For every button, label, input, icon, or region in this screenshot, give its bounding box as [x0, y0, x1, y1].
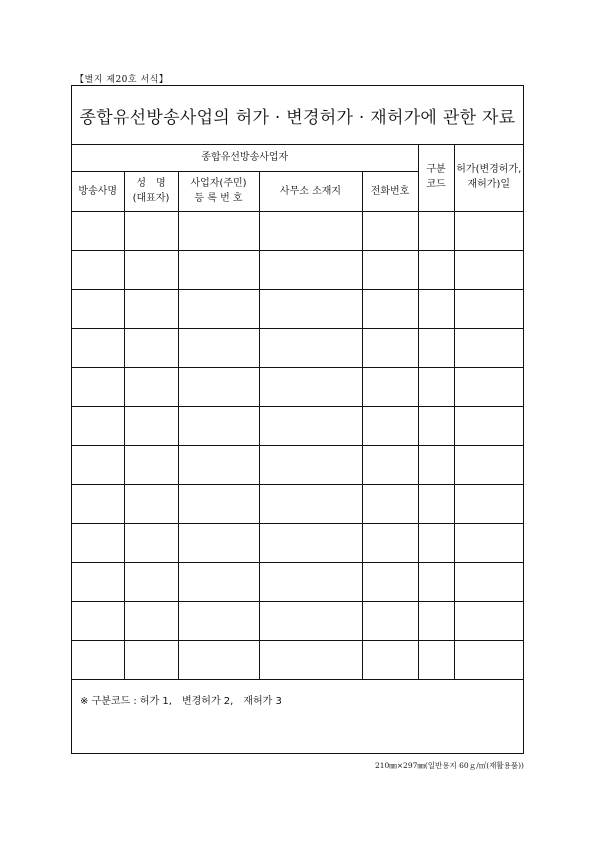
table-cell[interactable]: [454, 562, 523, 601]
table-cell[interactable]: [124, 367, 178, 406]
table-cell[interactable]: [259, 601, 362, 640]
table-cell[interactable]: [72, 211, 124, 250]
table-cell[interactable]: [124, 640, 178, 679]
table-row: [72, 484, 523, 523]
table-cell[interactable]: [178, 367, 259, 406]
table-cell[interactable]: [454, 367, 523, 406]
code-note: ※ 구분코드 : 허가 1, 변경허가 2, 재허가 3: [80, 696, 282, 707]
table-cell[interactable]: [124, 562, 178, 601]
table-cell[interactable]: [124, 484, 178, 523]
table-row: [72, 445, 523, 484]
table-cell[interactable]: [259, 328, 362, 367]
table-cell[interactable]: [124, 406, 178, 445]
table-cell[interactable]: [418, 367, 454, 406]
table-cell[interactable]: [418, 211, 454, 250]
table-cell[interactable]: [362, 406, 418, 445]
table-row: [72, 367, 523, 406]
table-cell[interactable]: [418, 484, 454, 523]
table-cell[interactable]: [178, 562, 259, 601]
table-cell[interactable]: [418, 562, 454, 601]
table-cell[interactable]: [178, 484, 259, 523]
table-cell[interactable]: [362, 445, 418, 484]
table-cell[interactable]: [72, 601, 124, 640]
table-cell[interactable]: [72, 328, 124, 367]
table-cell[interactable]: [178, 406, 259, 445]
data-table: [72, 144, 523, 724]
table-cell[interactable]: [454, 601, 523, 640]
form-title: 종합유선방송사업의 허가 · 변경허가 · 재허가에 관한 자료: [72, 86, 523, 145]
table-row: [72, 640, 523, 679]
col-header-name: [124, 171, 178, 211]
table-cell[interactable]: [454, 211, 523, 250]
table-cell[interactable]: [72, 523, 124, 562]
table-row: [72, 250, 523, 289]
table-cell[interactable]: [362, 640, 418, 679]
table-row: [72, 211, 523, 250]
table-cell[interactable]: [454, 484, 523, 523]
table-cell[interactable]: [454, 640, 523, 679]
table-row: [72, 406, 523, 445]
col-header-regno: [178, 171, 259, 211]
table-cell[interactable]: [362, 562, 418, 601]
col-header-date: [454, 144, 523, 211]
col-header-code-line2: 코드: [426, 179, 446, 191]
table-cell[interactable]: [454, 250, 523, 289]
table-row: [72, 562, 523, 601]
table-cell[interactable]: [362, 523, 418, 562]
table-cell[interactable]: [259, 562, 362, 601]
table-cell[interactable]: [259, 406, 362, 445]
table-row: [72, 289, 523, 328]
table-cell[interactable]: [362, 289, 418, 328]
col-header-phone: 전화번호: [362, 171, 418, 211]
table-cell[interactable]: [259, 289, 362, 328]
table-row: [72, 601, 523, 640]
paper-spec-footer: 210㎜×297㎜(일반용지 60ｇ/㎡(재활용품)): [374, 761, 524, 770]
table-cell[interactable]: [454, 406, 523, 445]
table-cell[interactable]: [124, 211, 178, 250]
table-cell[interactable]: [418, 445, 454, 484]
table-cell[interactable]: [178, 445, 259, 484]
table-cell[interactable]: [124, 289, 178, 328]
group-header-broadcaster: 종합유선방송사업자: [72, 144, 418, 171]
table-cell[interactable]: [259, 523, 362, 562]
col-header-regno-line2: 등 록 번 호: [194, 193, 243, 204]
table-cell[interactable]: [72, 445, 124, 484]
col-header-date-line1: 허가(변경허가,: [456, 164, 522, 176]
col-header-name-line2: (대표자): [132, 193, 170, 204]
table-cell[interactable]: [178, 328, 259, 367]
table-cell[interactable]: [259, 367, 362, 406]
col-header-name-line1: 성 명: [136, 178, 166, 189]
table-cell[interactable]: [259, 640, 362, 679]
table-cell[interactable]: [454, 328, 523, 367]
table-body: [72, 211, 523, 679]
table-cell[interactable]: [259, 211, 362, 250]
table-cell[interactable]: [178, 289, 259, 328]
table-row: [72, 328, 523, 367]
table-cell[interactable]: [178, 211, 259, 250]
table-cell[interactable]: [418, 601, 454, 640]
table-cell[interactable]: [72, 367, 124, 406]
table-cell[interactable]: [418, 250, 454, 289]
table-cell[interactable]: [72, 406, 124, 445]
form-number-label: 【별지 제20호 서식】: [75, 75, 169, 85]
col-header-code-line1: 구분: [426, 164, 446, 176]
table-cell[interactable]: [362, 367, 418, 406]
table-cell[interactable]: [259, 445, 362, 484]
table-row: [72, 523, 523, 562]
table-cell[interactable]: [454, 523, 523, 562]
table-cell[interactable]: [124, 250, 178, 289]
col-header-broadcaster: 방송사명: [72, 171, 124, 211]
table-cell[interactable]: [362, 250, 418, 289]
table-cell[interactable]: [362, 484, 418, 523]
col-header-date-line2: 재허가)일: [467, 179, 511, 191]
table-cell[interactable]: [124, 445, 178, 484]
table-cell[interactable]: [418, 406, 454, 445]
table-cell[interactable]: [454, 445, 523, 484]
table-cell[interactable]: [418, 640, 454, 679]
table-cell[interactable]: [362, 328, 418, 367]
table-cell[interactable]: [259, 250, 362, 289]
table-cell[interactable]: [124, 523, 178, 562]
table-cell[interactable]: [178, 640, 259, 679]
table-cell[interactable]: [362, 601, 418, 640]
table-cell[interactable]: [362, 211, 418, 250]
col-header-office: 사무소 소재지: [259, 171, 362, 211]
col-header-code: [418, 144, 454, 211]
table-cell[interactable]: [418, 289, 454, 328]
table-cell[interactable]: [124, 601, 178, 640]
table-cell[interactable]: [72, 562, 124, 601]
table-cell[interactable]: [259, 484, 362, 523]
table-cell[interactable]: [72, 640, 124, 679]
table-cell[interactable]: [454, 289, 523, 328]
form-frame: [71, 85, 524, 754]
table-cell[interactable]: [178, 250, 259, 289]
table-cell[interactable]: [178, 523, 259, 562]
table-cell[interactable]: [124, 328, 178, 367]
table-cell[interactable]: [72, 484, 124, 523]
table-cell[interactable]: [178, 601, 259, 640]
table-cell[interactable]: [72, 250, 124, 289]
table-cell[interactable]: [418, 523, 454, 562]
table-cell[interactable]: [72, 289, 124, 328]
table-cell[interactable]: [418, 328, 454, 367]
col-header-regno-line1: 사업자(주민): [190, 178, 247, 189]
